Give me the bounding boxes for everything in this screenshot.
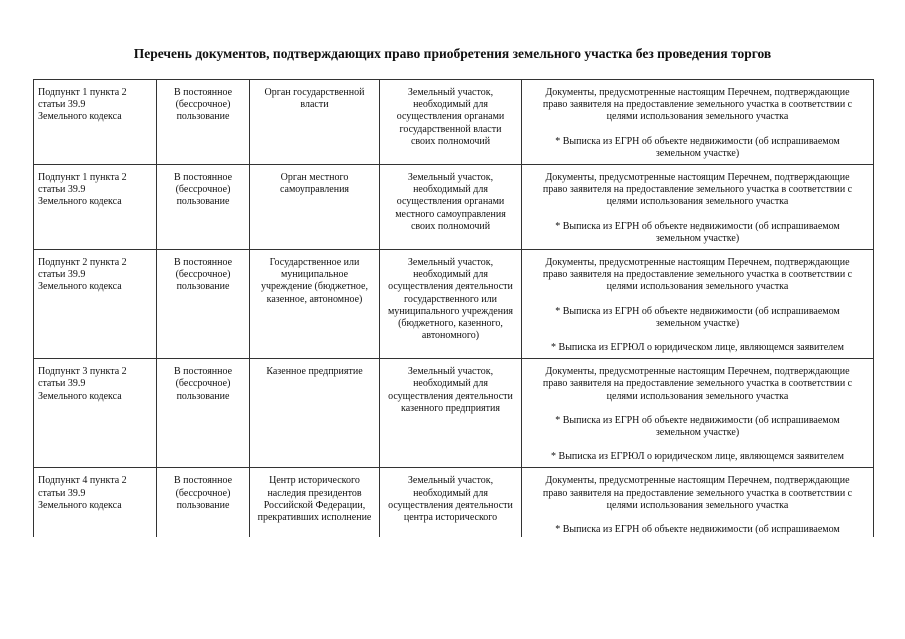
docs-intro-line: Документы, предусмотренные настоящим Перечнем, подтверждающие bbox=[545, 172, 850, 184]
table-row bbox=[34, 80, 874, 165]
applicant-line: учреждение (бюджетное, bbox=[260, 281, 368, 293]
documents-table bbox=[33, 79, 874, 541]
land-plot-line: Земельный участок, bbox=[407, 366, 494, 378]
egrn-extract-line: * Выписка из ЕГРН об объекте недвижимости (об испрашиваемом bbox=[555, 220, 840, 232]
land-plot-line: казенного предприятия bbox=[401, 402, 500, 414]
legal-basis-line: Земельного кодекса bbox=[38, 196, 122, 208]
right-type-cell bbox=[157, 80, 250, 165]
legal-basis-line: Подпункт 1 пункта 2 bbox=[38, 87, 127, 98]
egrn-extract-line: земельном участке) bbox=[655, 317, 740, 329]
land-plot-line: муниципального учреждения bbox=[387, 305, 514, 317]
right-type-line: пользование bbox=[176, 390, 230, 402]
right-type-line: В постоянное bbox=[173, 87, 233, 98]
legal-basis-line: Подпункт 4 пункта 2 bbox=[38, 475, 127, 487]
land-plot-line: осуществления органами bbox=[396, 111, 505, 123]
legal-basis-line: статьи 39.9 bbox=[38, 487, 86, 499]
legal-basis-cell bbox=[34, 250, 157, 359]
land-plot-cell bbox=[380, 80, 522, 165]
right-type-line: В постоянное bbox=[173, 172, 233, 184]
table-body bbox=[34, 80, 874, 541]
docs-intro-line: право заявителя на предоставление земельного участка в соответствии с bbox=[542, 378, 853, 390]
docs-intro-line: право заявителя на предоставление земельного участка в соответствии с bbox=[542, 99, 853, 111]
right-type-line: (бессрочное) bbox=[175, 99, 231, 111]
land-plot-line: Земельный участок, bbox=[407, 257, 494, 269]
egrn-extract bbox=[526, 524, 869, 536]
docs-intro-line: целями использования земельного участка bbox=[606, 499, 789, 511]
legal-basis-line: Подпункт 2 пункта 2 bbox=[38, 257, 127, 269]
applicant-cell bbox=[250, 250, 380, 359]
egrn-extract-line: * Выписка из ЕГРН об объекте недвижимости (об испрашиваемом bbox=[555, 305, 840, 317]
land-plot-line: необходимый для bbox=[413, 99, 488, 111]
legal-basis-line: статьи 39.9 bbox=[38, 184, 86, 196]
right-type-cell bbox=[157, 359, 250, 468]
table-row bbox=[34, 468, 874, 541]
right-type-line: В постоянное bbox=[173, 475, 233, 487]
land-plot-line: центра исторического bbox=[403, 512, 498, 524]
egrn-extract-line: земельном участке) bbox=[655, 232, 740, 244]
docs-intro-line: право заявителя на предоставление земельного участка в соответствии с bbox=[542, 184, 853, 196]
land-plot-line: необходимый для bbox=[413, 269, 488, 281]
legal-basis-cell bbox=[34, 468, 157, 541]
documents-cell bbox=[522, 165, 874, 250]
legal-basis-line: Земельного кодекса bbox=[38, 111, 122, 123]
right-type-line: (бессрочное) bbox=[175, 378, 231, 390]
applicant-line: Орган местного bbox=[280, 172, 349, 184]
applicant-line: Центр исторического bbox=[269, 475, 360, 487]
legal-basis-line: Подпункт 1 пункта 2 bbox=[38, 172, 127, 184]
land-plot-line: местного самоуправления bbox=[395, 208, 506, 220]
egrul-extract: * Выписка из ЕГРЮЛ о юридическом лице, являющемся заявителем bbox=[551, 342, 844, 354]
applicant-line: прекративших исполнение bbox=[257, 512, 372, 524]
docs-intro-line: Документы, предусмотренные настоящим Перечнем, подтверждающие bbox=[545, 475, 850, 487]
applicant-line: Казенное предприятие bbox=[266, 366, 363, 378]
land-plot-cell bbox=[380, 165, 522, 250]
egrn-extract-line: * Выписка из ЕГРН об объекте недвижимости (об испрашиваемом bbox=[555, 524, 840, 536]
applicant-line: Российской Федерации, bbox=[263, 499, 366, 511]
egrul-extract: * Выписка из ЕГРЮЛ о юридическом лице, являющемся заявителем bbox=[551, 451, 844, 463]
documents-cell bbox=[522, 250, 874, 359]
egrn-extract bbox=[526, 136, 869, 160]
docs-intro-line: Документы, предусмотренные настоящим Перечнем, подтверждающие bbox=[545, 87, 850, 98]
docs-intro-line: целями использования земельного участка bbox=[606, 111, 789, 123]
land-plot-line: автономного) bbox=[421, 330, 480, 342]
land-plot-line: Земельный участок, bbox=[407, 172, 494, 184]
document-title: Перечень документов, подтверждающих право приобретения земельного участка без проведения торгов bbox=[133, 46, 772, 61]
land-plot-line: Земельный участок, bbox=[407, 87, 494, 98]
applicant-line: Орган государственной bbox=[264, 87, 365, 98]
right-type-cell bbox=[157, 468, 250, 541]
docs-intro-line: целями использования земельного участка bbox=[606, 196, 789, 208]
applicant-line: Государственное или bbox=[269, 257, 360, 269]
land-plot-cell bbox=[380, 250, 522, 359]
page-bottom-blank bbox=[0, 537, 905, 639]
egrn-extract bbox=[526, 221, 869, 245]
land-plot-line: необходимый для bbox=[413, 378, 488, 390]
land-plot-cell bbox=[380, 359, 522, 468]
applicant-cell bbox=[250, 468, 380, 541]
table-row bbox=[34, 165, 874, 250]
documents-cell bbox=[522, 468, 874, 541]
land-plot-line: (бюджетного, казенного, bbox=[398, 318, 503, 330]
legal-basis-line: статьи 39.9 bbox=[38, 269, 86, 281]
right-type-line: В постоянное bbox=[173, 257, 233, 269]
table-row bbox=[34, 359, 874, 468]
egrn-extract bbox=[526, 415, 869, 439]
legal-basis-line: Подпункт 3 пункта 2 bbox=[38, 366, 127, 378]
applicant-line: муниципальное bbox=[280, 269, 349, 281]
land-plot-cell bbox=[380, 468, 522, 541]
egrn-extract-line: * Выписка из ЕГРН об объекте недвижимости (об испрашиваемом bbox=[555, 414, 840, 426]
land-plot-line: государственной власти bbox=[399, 123, 502, 135]
land-plot-line: осуществления деятельности bbox=[388, 499, 513, 511]
legal-basis-line: Земельного кодекса bbox=[38, 281, 122, 293]
docs-intro-line: целями использования земельного участка bbox=[606, 281, 789, 293]
legal-basis-line: статьи 39.9 bbox=[38, 99, 86, 111]
docs-intro-line: право заявителя на предоставление земельного участка в соответствии с bbox=[542, 269, 853, 281]
legal-basis-cell bbox=[34, 359, 157, 468]
land-plot-line: осуществления деятельности bbox=[388, 390, 513, 402]
right-type-line: (бессрочное) bbox=[175, 269, 231, 281]
land-plot-line: осуществления деятельности bbox=[388, 281, 513, 293]
docs-intro-line: Документы, предусмотренные настоящим Перечнем, подтверждающие bbox=[545, 257, 850, 269]
legal-basis-cell bbox=[34, 165, 157, 250]
right-type-line: (бессрочное) bbox=[175, 184, 231, 196]
land-plot-line: своих полномочий bbox=[410, 220, 491, 232]
egrn-extract bbox=[526, 306, 869, 330]
applicant-line: казенное, автономное) bbox=[266, 293, 363, 305]
docs-intro-line: право заявителя на предоставление земельного участка в соответствии с bbox=[542, 487, 853, 499]
legal-basis-line: статьи 39.9 bbox=[38, 378, 86, 390]
right-type-line: пользование bbox=[176, 281, 230, 293]
docs-intro-line: целями использования земельного участка bbox=[606, 390, 789, 402]
legal-basis-cell bbox=[34, 80, 157, 165]
legal-basis-line: Земельного кодекса bbox=[38, 390, 122, 402]
egrn-extract-line: земельном участке) bbox=[655, 427, 740, 439]
applicant-line: власти bbox=[300, 99, 329, 111]
land-plot-line: государственного или bbox=[404, 293, 497, 305]
applicant-line: самоуправления bbox=[279, 184, 350, 196]
egrn-extract-line: * Выписка из ЕГРН об объекте недвижимости (об испрашиваемом bbox=[555, 135, 840, 147]
land-plot-line: необходимый для bbox=[413, 184, 488, 196]
docs-intro-line: Документы, предусмотренные настоящим Перечнем, подтверждающие bbox=[545, 366, 850, 378]
right-type-line: пользование bbox=[176, 111, 230, 123]
table-row bbox=[34, 250, 874, 359]
applicant-cell bbox=[250, 165, 380, 250]
right-type-cell bbox=[157, 165, 250, 250]
egrn-extract-line: земельном участке) bbox=[655, 147, 740, 159]
documents-cell bbox=[522, 80, 874, 165]
land-plot-line: осуществления органами bbox=[396, 196, 505, 208]
right-type-line: пользование bbox=[176, 499, 230, 511]
right-type-line: В постоянное bbox=[173, 366, 233, 378]
applicant-line: наследия президентов bbox=[267, 487, 362, 499]
applicant-cell bbox=[250, 359, 380, 468]
right-type-line: пользование bbox=[176, 196, 230, 208]
right-type-cell bbox=[157, 250, 250, 359]
land-plot-line: Земельный участок, bbox=[407, 475, 494, 487]
land-plot-line: необходимый для bbox=[413, 487, 488, 499]
applicant-cell bbox=[250, 80, 380, 165]
legal-basis-line: Земельного кодекса bbox=[38, 499, 122, 511]
documents-cell bbox=[522, 359, 874, 468]
right-type-line: (бессрочное) bbox=[175, 487, 231, 499]
land-plot-line: своих полномочий bbox=[410, 135, 491, 147]
